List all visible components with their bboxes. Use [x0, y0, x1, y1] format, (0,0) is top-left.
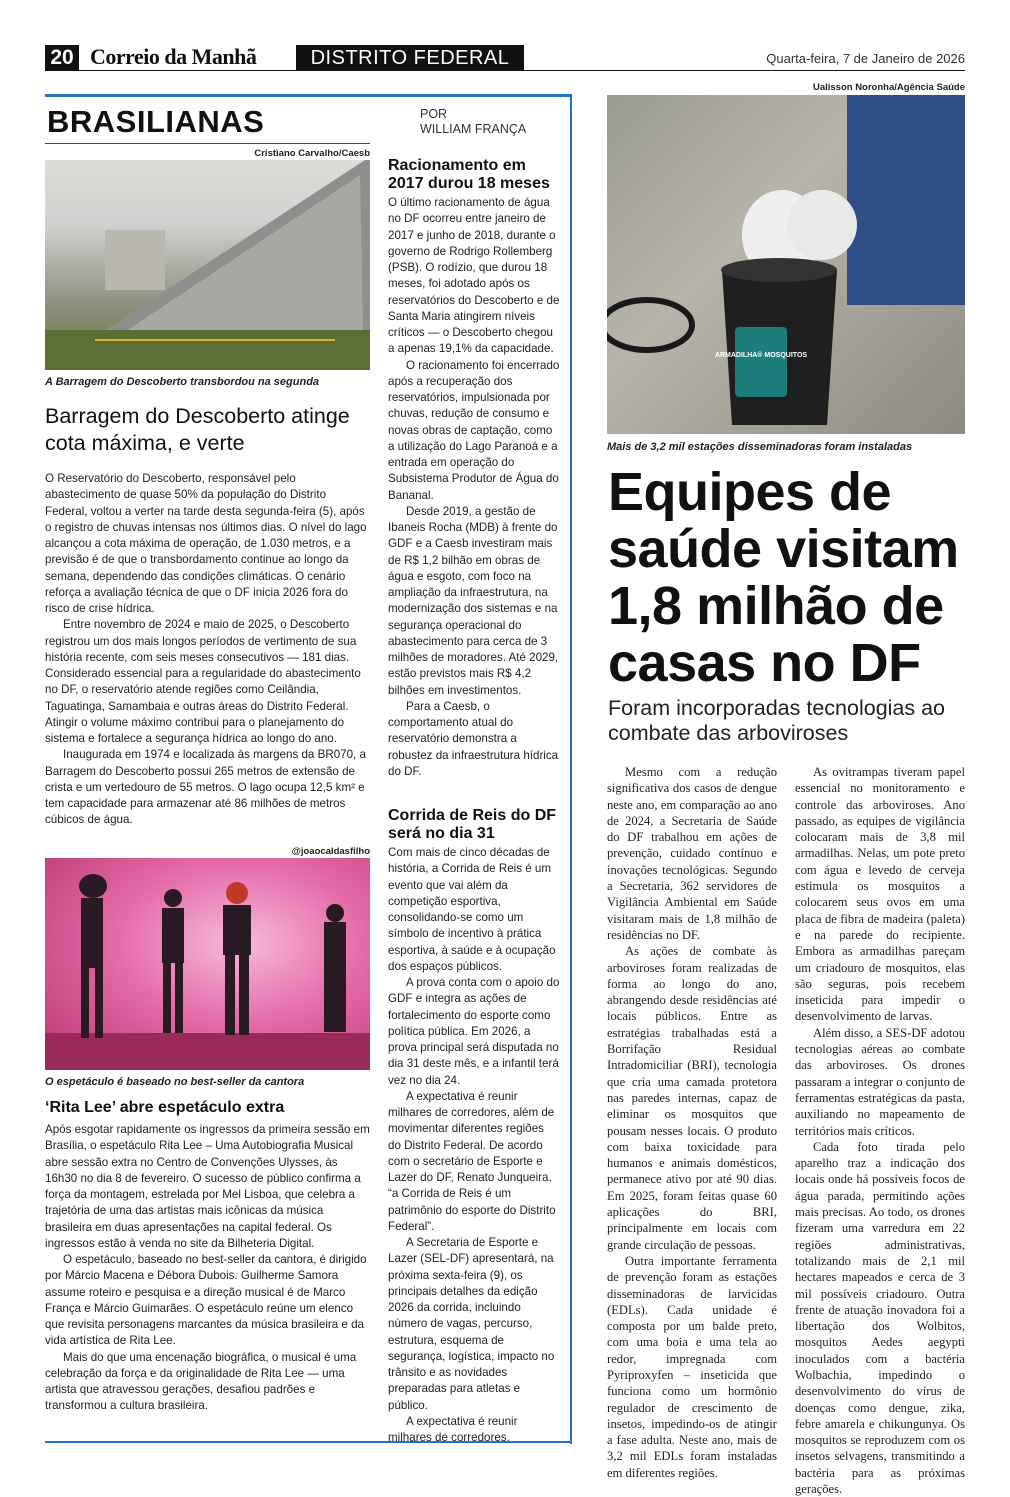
- photo-credit: Cristiano Carvalho/Caesb: [254, 148, 370, 159]
- paragraph: O último racionamento de água no DF ocorreu entre janeiro de 2017 e junho de 2018, durante o governo de Rodrigo Rollemberg (PSB). O rodízio, que durou 18 meses, foi adotado após os reservatórios do Descoberto e de Santa Maria atingirem níveis críticos — o Descoberto chegou a apenas 19,1% da capacidade.: [388, 196, 560, 356]
- main-subheadline: Foram incorporadas tecnologias ao combate das arboviroses: [608, 696, 946, 745]
- story-body: [388, 845, 560, 1446]
- paragraph: A expectativa é reunir milhares de corredores.: [388, 1414, 518, 1444]
- main-story-column-1: [607, 764, 777, 1481]
- paragraph: Com mais de cinco décadas de história, a Corrida de Reis é um evento que vai além da competição esportiva, consolidando-se como um símbolo de incentivo à prática esportiva, à saúde e à ocupação dos espaços públicos.: [388, 846, 556, 973]
- masthead-logo: Correio da Manhã: [90, 44, 257, 69]
- paragraph: Mesmo com a redução significativa dos casos de dengue neste ano, em comparação ao ano de 2024, a Secretaria de Saúde do DF trabalhou em ações de prevenção, cuidado contínuo e inovações tecnológicas. Segundo a Secretaria, 362 servidores de Vigilância Ambiental em Saúde visitaram mais de 1,8 milhão de residências no DF.: [607, 765, 777, 942]
- byline-por: POR: [420, 107, 448, 121]
- paragraph: Desde 2019, a gestão de Ibaneis Rocha (MDB) à frente do GDF e a Caesb investiram mais de R$ 1,2 bilhão em obras de água e esgoto, com foco na ampliação da infraestrutura, na modernização dos sistemas e na segurança operacional do abastecimento para cerca de 3 milhões de moradores. Até 2029, estão previstos mais R$ 4,2 bilhões em investimentos.: [388, 504, 559, 697]
- photo-credit: Ualisson Noronha/Agência Saúde: [812, 82, 965, 93]
- photo-caption: O espetáculo é baseado no best-seller da cantora: [45, 1076, 305, 1088]
- paragraph: O espetáculo, baseado no best-seller da cantora, é dirigido por Márcio Macena e Débora Dubois. Guilherme Samora assume roteiro e pesquisa e a direção musical é de Marco França e Márcio Guimarães. O espetáculo reúne um elenco que revisita personagens marcantes da música brasileira e da vida artística de Rita Lee.: [45, 1253, 367, 1348]
- column-byline: [420, 107, 526, 137]
- story-headline: Racionamento em 2017 durou 18 meses: [388, 157, 550, 192]
- story-headline: Barragem do Descoberto atinge cota máxima, e verte: [45, 404, 350, 455]
- paragraph: As ações de combate às arboviroses foram realizadas de forma ao longo do ano, abrangendo desde residências até locais públicos. Entre as estratégias trabalhadas está a Borrifação Residual Intradomiciliar (BRI), tecnologia que cria uma camada protetora nas paredes internas, capaz de eliminar os mosquitos que pousam nesses locais. O produto com baixa toxicidade para humanos e animais domésticos, permanece ativo por até 90 dias. Em 2025, foram feitas quase 60 aplicações do BRI, principalmente em locais com grande circulação de pessoas.: [607, 944, 777, 1252]
- photo-caption: Mais de 3,2 mil estações disseminadoras foram instaladas: [607, 441, 913, 453]
- story-headline: Corrida de Reis do DF será no dia 31: [388, 807, 557, 842]
- dam-photo: [45, 160, 370, 370]
- trap-illustration: [607, 95, 965, 434]
- column-title: BRASILIANAS: [47, 104, 265, 139]
- paragraph: Inaugurada em 1974 e localizada às margens da BR070, a Barragem do Descoberto possui 265 metros de extensão de crista e um vertedouro de 55 metros. O lago ocupa 12,5 km² e tem capacidade para armazenar até 86 milhões de metros cúbicos de água.: [45, 748, 366, 827]
- column-frame-top: [45, 94, 572, 97]
- dam-illustration: [45, 160, 370, 370]
- paragraph: Cada foto tirada pelo aparelho traz a indicação dos locais onde há possíveis focos de água parada, permitindo ações mais precisas. Ao todo, os drones fizeram uma varredura em 22 regiões administrativas, totalizando mais de 2,1 mil hectares mapeados e cerca de 3 mil possíveis criadouro. Outra frente de atuação inovadora foi a libertação dos Wolbitos, mosquitos Aedes aegypti inoculados com a bactéria Wolbachia, impedindo o desenvolvimento do vírus de doenças como dengue, zika, febre amarela e chikungunya. Os mosquitos se reproduzem com os insetos selvagens, transmitindo a bactéria para as próximas gerações.: [795, 1139, 965, 1497]
- paragraph: Mais do que uma encenação biográfica, o musical é uma celebração da força e da originalidade de Rita Lee — uma artista que atravessou gerações, desafiou padrões e transformou a cultura brasileira.: [45, 1350, 357, 1413]
- paragraph: Além disso, a SES-DF adotou tecnologias aéreas ao combate das arboviroses. Os drones passaram a integrar o conjunto de ferramentas estratégicas da pasta, auxiliando no mapeamento de territórios mais críticos.: [795, 1025, 965, 1138]
- paragraph: A expectativa é reunir milhares de corredores, além de movimentar diferentes regiões do Distrito Federal. De acordo com o secretário de Esporte e Lazer do DF, Renato Junqueira, “a Corrida de Reis é um patrimônio do esporte do Distrito Federal”.: [388, 1089, 556, 1233]
- paragraph: O Reservatório do Descoberto, responsável pelo abastecimento de quase 50% da população do Distrito Federal, voltou a verter na tarde desta segunda-feira (5), após o registro de chuvas intensas nos últimos dias. O nível do lago alcançou a cota máxima de operação, de 1.030 metros, e a previsão é de que o transbordamento continue ao longo da semana, dependendo das condições climáticas. O cenário reforça a avaliação técnica de que o DF inicia 2026 fora do risco de crise hídrica.: [45, 472, 367, 615]
- mosquito-trap-photo: [607, 95, 965, 434]
- page-number: 20: [45, 45, 79, 71]
- section-label: DISTRITO FEDERAL: [296, 45, 524, 71]
- column-frame-side: [570, 94, 572, 1444]
- photo-credit: @joaocaldasfilho: [291, 846, 370, 857]
- issue-date: Quarta-feira, 7 de Janeiro de 2026: [766, 51, 965, 66]
- header-rule: [45, 70, 965, 71]
- story-body: [45, 1122, 370, 1415]
- trap-label: ARMADILHA® MOSQUITOS: [714, 352, 808, 359]
- story-body: [388, 195, 560, 780]
- main-headline: Equipes de saúde visitam 1,8 milhão de casas no DF: [608, 462, 959, 693]
- paragraph: Após esgotar rapidamente os ingressos da primeira sessão em Brasília, o espetáculo Rita Lee – Uma Autobiografia Musical abre sessão extra no Centro de Convenções Ulysses, às 16h30 no dia 8 de fevereiro. O sucesso de público confirma a força da montagem, estrelada por Mel Lisboa, que celebra a trajetória de uma das artistas mais icônicas da música brasileira em duas apresentações na capital federal. Os ingressos estão à venda no site da Bilheteria Digital.: [45, 1123, 370, 1250]
- main-story-column-2: [795, 764, 965, 1497]
- paragraph: Outra importante ferramenta de prevenção foram as estações disseminadoras de larvicidas (EDLs). Cada unidade é composta por um balde preto, com uma boia e uma tela ao redor, impregnada com Pyriproxyfen – inseticida que funciona como um hormônio regulador de crescimento de insetos, impedindo-os de atingir a fase adulta. Neste ano, mais de 3,2 mil EDLs foram instaladas em diferentes regiões.: [607, 1253, 777, 1480]
- paragraph: Para a Caesb, o comportamento atual do reservatório demonstra a robustez da infraestrutura hídrica do DF.: [388, 699, 559, 778]
- paragraph: A prova conta com o apoio do GDF e integra as ações de fortalecimento do esporte como política pública. Em 2026, a prova principal será disputada no dia 31 deste mês, e a infantil terá vez no dia 24.: [388, 976, 560, 1087]
- title-rule: [45, 143, 370, 144]
- paragraph: Entre novembro de 2024 e maio de 2025, o Descoberto registrou um dos mais longos períodos de vertimento de sua história recente, com seis meses consecutivos — 181 dias. Considerado essencial para a regularidade do abastecimento no DF, o reservatório atende regiões como Ceilândia, Taguatinga, Samambaia e outras áreas do Distrito Federal. Atingir o volume máximo contribui para o planejamento do sistema e fortalece a segurança hídrica ao longo do ano.: [45, 618, 361, 745]
- paragraph: A Secretaria de Esporte e Lazer (SEL-DF) apresentará, na próxima sexta-feira (9), os principais detalhes da edição 2026 da corrida, incluindo número de vagas, percurso, estrutura, esquema de segurança, logística, impacto no trânsito e as novidades preparadas para atletas e público.: [388, 1236, 555, 1412]
- photo-caption: A Barragem do Descoberto transbordou na segunda: [45, 376, 320, 388]
- story-body: [45, 471, 370, 829]
- theater-photo: [45, 858, 370, 1070]
- story-headline: ‘Rita Lee’ abre espetáculo extra: [45, 1099, 285, 1116]
- paragraph: As ovitrampas tiveram papel essencial no monitoramento e controle das arboviroses. Ano passado, as equipes de vigilância colocaram mais de 3,8 mil armadilhas. Nelas, um pote preto com água e levedo de cerveja estimula os mosquitos a colocarem seus ovos em uma placa de fibra de madeira (paleta) e na parede do recipiente. Embora as armadilhas pareçam um criadouro de mosquitos, elas são seguras, pois recebem inseticida para impedir o desenvolvimento de larvas.: [795, 765, 965, 1024]
- performers-illustration: [45, 858, 370, 1070]
- byline-name: WILLIAM FRANÇA: [420, 122, 527, 136]
- paragraph: O racionamento foi encerrado após a recuperação dos reservatórios, impulsionada por chuvas, redução de consumo e novas obras de captação, como a utilização do Lago Paranoá e a entrada em operação do Subsistema Produtor de Água do Bananal.: [388, 358, 560, 502]
